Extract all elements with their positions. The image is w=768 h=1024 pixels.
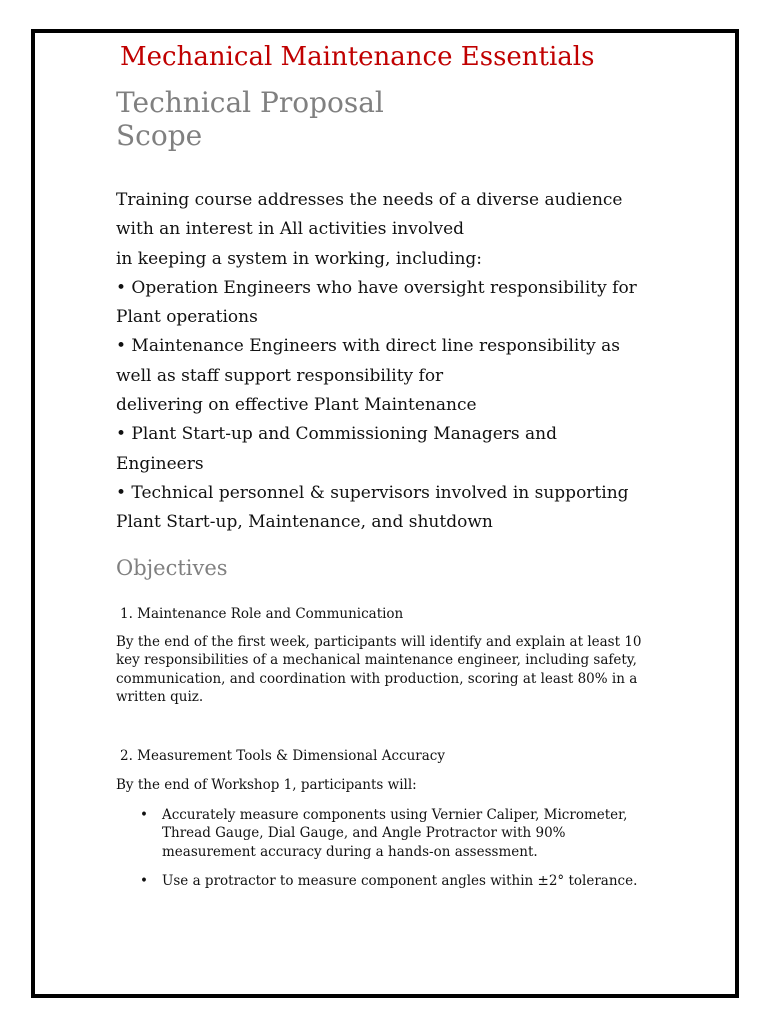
- list-item-line: Use a protractor to measure component angles within ±2° tolerance.: [162, 873, 638, 890]
- list-item-line: Thread Gauge, Dial Gauge, and Angle Protractor with 90%: [162, 825, 566, 842]
- scope-line: • Technical personnel & supervisors involved in supporting: [116, 482, 629, 503]
- scope-line: Plant operations: [116, 307, 258, 328]
- scope-line: well as staff support responsibility for: [116, 365, 444, 386]
- scope-line: delivering on effective Plant Maintenance: [116, 395, 477, 416]
- bullet-icon: •: [140, 807, 148, 823]
- objective-1-heading: 1. Maintenance Role and Communication: [120, 606, 404, 622]
- bullet-icon: •: [140, 873, 148, 890]
- paragraph-line: By the end of Workshop 1, participants will:: [116, 777, 417, 793]
- scope-line: • Maintenance Engineers with direct line responsibility as: [116, 336, 621, 357]
- list-item: [136, 872, 676, 890]
- list-item: [136, 806, 676, 861]
- scope-line: Engineers: [116, 453, 204, 474]
- scope-line: in keeping a system in working, including:: [116, 248, 483, 269]
- objective-2-bullet-list: [136, 806, 676, 891]
- paragraph-line: By the end of the first week, participants will identify and explain at least 10: [116, 634, 642, 650]
- list-item-line: Accurately measure components using Vernier Caliper, Micrometer,: [162, 807, 628, 823]
- scope-line: with an interest in All activities involved: [116, 219, 465, 240]
- objective-2-lead: [116, 776, 676, 794]
- scope-line: Plant Start-up, Maintenance, and shutdown: [116, 512, 493, 533]
- section-title: [116, 86, 516, 152]
- scope-line: Training course addresses the needs of a diverse audience: [116, 190, 623, 210]
- scope-paragraph: [116, 186, 676, 538]
- scope-line: • Plant Start-up and Commissioning Managers and: [116, 424, 557, 445]
- list-item-line: measurement accuracy during a hands-on assessment.: [162, 843, 538, 860]
- section-title-line: Scope: [116, 119, 203, 152]
- section-title-line: Technical Proposal: [116, 86, 384, 119]
- paragraph-line: communication, and coordination with production, scoring at least 80% in a: [116, 670, 638, 687]
- document-title: Mechanical Maintenance Essentials: [120, 42, 595, 72]
- paragraph-line: key responsibilities of a mechanical maintenance engineer, including safety,: [116, 652, 637, 669]
- objective-2-heading: 2. Measurement Tools & Dimensional Accuracy: [120, 748, 445, 764]
- objectives-heading: Objectives: [116, 556, 228, 580]
- paragraph-line: written quiz.: [116, 689, 204, 706]
- objective-1-paragraph: [116, 633, 676, 707]
- scope-line: • Operation Engineers who have oversight responsibility for: [116, 277, 637, 298]
